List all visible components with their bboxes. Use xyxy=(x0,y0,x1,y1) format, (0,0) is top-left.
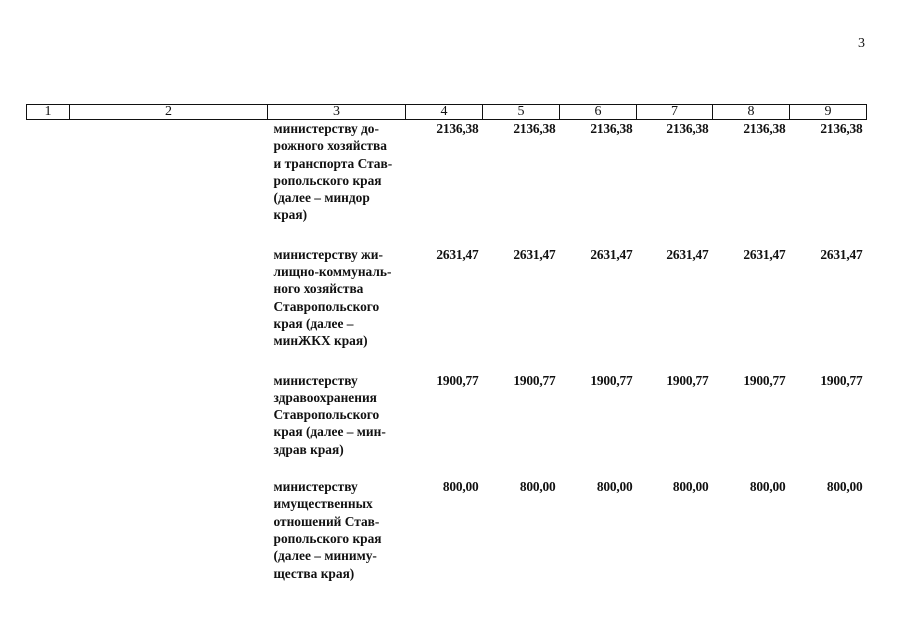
row-spacer xyxy=(27,350,867,372)
cell-index xyxy=(27,478,70,582)
cell-value: 1900,77 xyxy=(820,372,863,388)
cell-value: 1900,77 xyxy=(436,372,479,388)
cell-value: 800,00 xyxy=(826,479,863,495)
ministry-name-line: и транспорта Став- xyxy=(273,155,393,171)
ministry-name-line: министерству до- xyxy=(273,121,379,136)
ministry-name-line: рожного хозяйства xyxy=(273,138,387,154)
ministry-name-line: ропольского края xyxy=(273,530,382,546)
cell-value: 2136,38 xyxy=(666,121,709,136)
table-row xyxy=(27,372,867,458)
ministry-name-line: Ставропольского xyxy=(273,407,380,423)
cell-index xyxy=(27,120,70,224)
cell-value: 2631,47 xyxy=(666,246,709,262)
ministry-name-line: имущественных xyxy=(273,496,373,512)
cell-ministry-name xyxy=(268,478,406,582)
budget-table xyxy=(26,104,867,582)
ministry-name-line: края (далее – мин- xyxy=(273,424,386,440)
cell-value: 1900,77 xyxy=(590,372,633,388)
row-spacer xyxy=(27,458,867,478)
cell-value: 2136,38 xyxy=(743,121,786,136)
ministry-name-line: министерству xyxy=(273,479,358,495)
cell-value: 2136,38 xyxy=(436,121,479,136)
budget-table-container xyxy=(26,104,867,582)
table-header-row xyxy=(27,105,867,120)
cell-value: 2136,38 xyxy=(820,121,863,136)
cell-program xyxy=(70,478,268,582)
ministry-name-line: ного хозяйства xyxy=(273,281,364,297)
cell-value: 2136,38 xyxy=(513,121,556,136)
cell-value: 1900,77 xyxy=(666,372,709,388)
ministry-name-line: Ставропольского xyxy=(273,298,380,314)
cell-program xyxy=(70,246,268,350)
header-col-1: 1 xyxy=(27,105,70,120)
ministry-name-line: (далее – миндор xyxy=(273,190,370,206)
cell-value: 800,00 xyxy=(672,479,709,495)
row-spacer xyxy=(27,224,867,246)
cell-ministry-name xyxy=(268,120,406,224)
ministry-name-line: лищно-коммуналь- xyxy=(273,264,392,280)
table-row xyxy=(27,120,867,224)
ministry-name-line: министерству xyxy=(273,372,358,388)
cell-index xyxy=(27,246,70,350)
ministry-name-line: министерству жи- xyxy=(273,246,383,262)
cell-program xyxy=(70,372,268,458)
ministry-name-line: здрав края) xyxy=(273,441,344,457)
header-col-6: 6 xyxy=(560,105,637,120)
cell-value: 1900,77 xyxy=(513,372,556,388)
header-col-2: 2 xyxy=(70,105,268,120)
cell-value: 2631,47 xyxy=(590,246,633,262)
cell-value: 800,00 xyxy=(596,479,633,495)
header-col-9: 9 xyxy=(790,105,867,120)
cell-value: 2631,47 xyxy=(513,246,556,262)
table-row xyxy=(27,246,867,350)
ministry-name-line: отношений Став- xyxy=(273,513,380,529)
ministry-name-line: края (далее – xyxy=(273,315,354,331)
ministry-name-line: щества края) xyxy=(273,565,355,581)
cell-ministry-name xyxy=(268,372,406,458)
cell-value: 2631,47 xyxy=(743,246,786,262)
cell-value: 2631,47 xyxy=(820,246,863,262)
cell-index xyxy=(27,372,70,458)
ministry-name-line: минЖКХ края) xyxy=(273,333,368,349)
ministry-name-line: ропольского края xyxy=(273,172,382,188)
cell-program xyxy=(70,120,268,224)
ministry-name-line: (далее – миниму- xyxy=(273,548,377,564)
header-col-7: 7 xyxy=(637,105,713,120)
cell-value: 800,00 xyxy=(519,479,556,495)
cell-value: 2631,47 xyxy=(436,246,479,262)
header-col-8: 8 xyxy=(713,105,790,120)
cell-value: 1900,77 xyxy=(743,372,786,388)
cell-value: 2136,38 xyxy=(590,121,633,136)
cell-value: 800,00 xyxy=(442,479,479,495)
ministry-name-line: здравоохранения xyxy=(273,389,377,405)
header-col-5: 5 xyxy=(483,105,560,120)
table-row xyxy=(27,478,867,582)
cell-ministry-name xyxy=(268,246,406,350)
header-col-4: 4 xyxy=(406,105,483,120)
page-number: 3 xyxy=(858,36,865,51)
ministry-name-line: края) xyxy=(273,207,308,223)
header-col-3: 3 xyxy=(268,105,406,120)
cell-value: 800,00 xyxy=(749,479,786,495)
